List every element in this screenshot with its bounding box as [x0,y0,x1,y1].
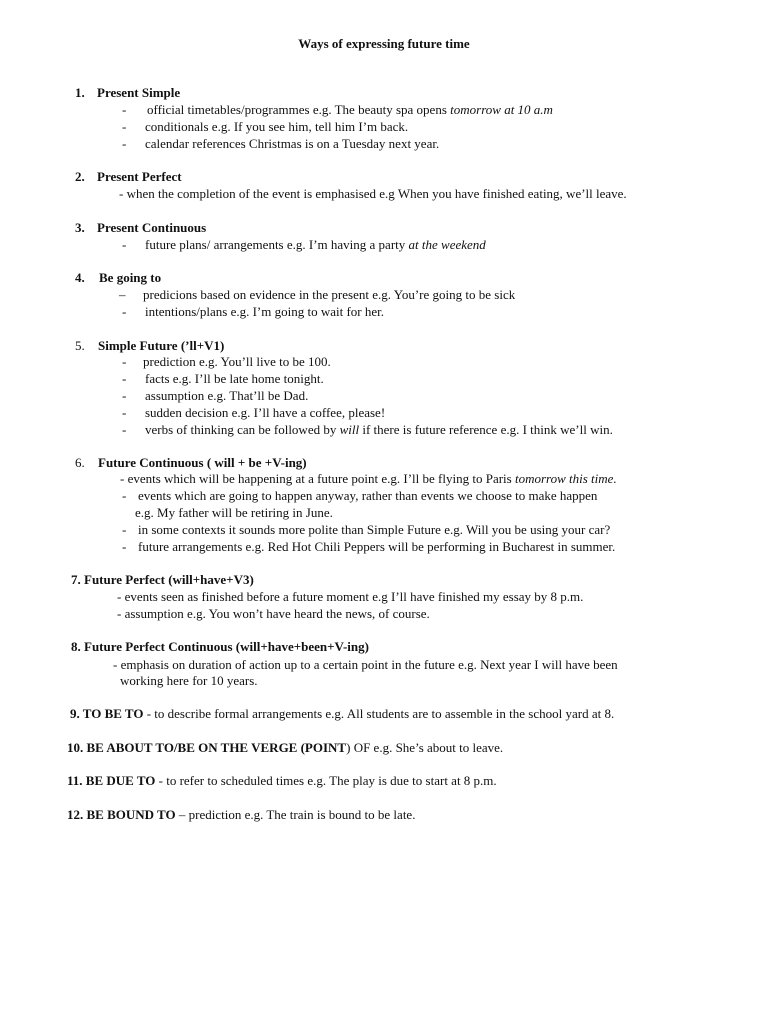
item-text: if there is future reference e.g. I think we’ll win. [359,422,613,437]
section-9-text: - to describe formal arrangements e.g. All students are to assemble in the school yard at 8. [143,706,615,721]
bullet-dash: - [122,422,127,437]
section-3-number: 3. [75,220,85,235]
section-5-item-2: facts e.g. I’ll be late home tonight. [145,371,324,386]
section-11-text: - to refer to scheduled times e.g. The play is due to start at 8 p.m. [155,773,497,788]
section-8-item-1-continued: working here for 10 years. [120,673,258,688]
section-2-number: 2. [75,169,85,184]
section-8-heading: 8. Future Perfect Continuous (will+have+been+V-ing) [71,639,369,654]
section-5-number: 5. [75,338,85,353]
bullet-dash: - [122,488,127,503]
section-3-heading: Present Continuous [97,220,207,235]
section-12-text: – prediction e.g. The train is bound to be late. [175,807,416,822]
section-1-item-3: calendar references Christmas is on a Tuesday next year. [145,136,440,151]
section-1-item-1 [147,102,553,118]
section-6-number: 6. [75,455,85,470]
item-example-italic: tomorrow this time. [514,471,617,486]
section-6-item-1 [120,471,617,487]
section-6-item-4: future arrangements e.g. Red Hot Chili Peppers will be performing in Bucharest in summer. [138,539,616,554]
section-4-heading: Be going to [99,270,162,285]
bullet-dash: - [122,522,127,537]
section-6-item-3: in some contexts it sounds more polite than Simple Future e.g. Will you be using your car? [138,522,611,537]
section-10 [67,740,503,756]
section-7-item-1: - events seen as finished before a future moment e.g I’ll have finished my essay by 8 p.m. [117,589,584,604]
bullet-dash: - [122,237,127,252]
section-5-item-3: assumption e.g. That’ll be Dad. [145,388,309,403]
section-1-heading: Present Simple [97,85,181,100]
bullet-dash: - [122,354,127,369]
section-4-number: 4. [75,270,85,285]
item-text: verbs of thinking can be followed by [145,422,340,437]
section-7-item-2: - assumption e.g. You won’t have heard the news, of course. [117,606,430,621]
bullet-dash: - [122,102,127,117]
bullet-dash: – [119,287,126,302]
section-4-item-1: predicions based on evidence in the present e.g. You’re going to be sick [143,287,516,302]
section-6-heading: Future Continuous ( will + be +V-ing) [98,455,307,470]
section-11 [67,773,497,789]
section-4-item-2: intentions/plans e.g. I’m going to wait for her. [145,304,385,319]
bullet-dash: - [122,371,127,386]
bullet-dash: - [122,405,127,420]
section-1-number: 1. [75,85,85,100]
section-7-heading: 7. Future Perfect (will+have+V3) [71,572,254,587]
section-5-item-4: sudden decision e.g. I’ll have a coffee, please! [145,405,386,420]
section-2-heading: Present Perfect [97,169,182,184]
item-text: future plans/ arrangements e.g. I’m having a party [145,237,409,252]
section-11-heading: 11. BE DUE TO [67,773,156,788]
item-example-italic: at the weekend [408,237,486,252]
bullet-dash: - [122,136,127,151]
bullet-dash: - [122,388,127,403]
section-8-item-1: - emphasis on duration of action up to a certain point in the future e.g. Next year I will have been [113,657,618,672]
section-5-item-5 [145,422,613,438]
section-5-item-1: prediction e.g. You’ll live to be 100. [143,354,331,369]
section-2-item-1: - when the completion of the event is emphasised e.g When you have finished eating, we’ll leave. [119,186,627,201]
item-example-italic: tomorrow at 10 a.m [450,102,553,117]
item-text: - events which will be happening at a future point e.g. I’ll be flying to Paris [120,471,515,486]
section-12-heading: 12. BE BOUND TO [67,807,176,822]
section-1-item-2: conditionals e.g. If you see him, tell him I’m back. [145,119,409,134]
section-6-item-2: events which are going to happen anyway, rather than events we choose to make happen [138,488,598,503]
section-10-text: ) OF e.g. She’s about to leave. [346,740,504,755]
section-3-item-1 [145,237,486,253]
section-5-heading: Simple Future (’ll+V1) [98,338,225,353]
item-text: official timetables/programmes e.g. The beauty spa opens [147,102,451,117]
page-title: Ways of expressing future time [298,36,470,51]
section-6-item-2-continued: e.g. My father will be retiring in June. [135,505,333,520]
section-12 [67,807,415,823]
section-10-heading: 10. BE ABOUT TO/BE ON THE VERGE (POINT [67,740,347,755]
bullet-dash: - [122,539,127,554]
item-keyword-italic: will [339,422,360,437]
bullet-dash: - [122,304,127,319]
bullet-dash: - [122,119,127,134]
section-9-heading: 9. TO BE TO [70,706,144,721]
section-9 [70,706,614,722]
